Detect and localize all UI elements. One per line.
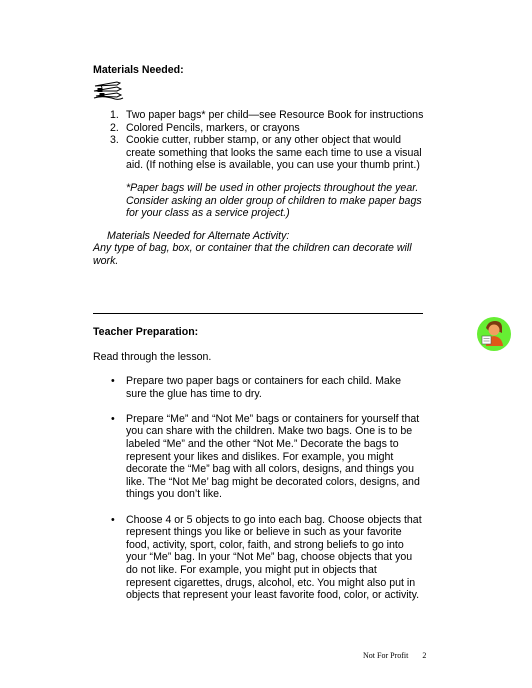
list-item-text: Prepare “Me” and “Not Me” bags or containers for yourself that you can share with the children. Make two bags. One is to be labeled “Me” and the other “Not Me.” Decorate the bags to represent your likes and dislikes. For example, you might decorate the “Me” bag with all colors, designs, and things you like. The “Not Me’ bag might be decorated colors, designs, and things you don’t like.: [126, 412, 420, 501]
list-item-text: Prepare two paper bags or containers for each child. Make sure the glue has time to dry.: [126, 375, 401, 400]
bullet-icon: •: [111, 412, 115, 425]
bullet-icon: •: [111, 513, 115, 526]
list-item-text: Choose 4 or 5 objects to go into each bag. Choose objects that represent things you like or believe in such as your favorite food, activity, sport, color, faith, and strong beliefs to go into your “Me” bag. In your “Not Me” bag, choose objects that you do not like. For example, you might put in objects that represent cigarettes, drugs, alcohol, etc. You might also put in objects that represent your least favorite food, color, or activity.: [126, 513, 422, 602]
footer-text: Not For Profit: [363, 651, 409, 660]
page-number: 2: [422, 651, 427, 660]
list-item: [110, 413, 422, 501]
paper-bag-note: *Paper bags will be used in other projects throughout the year. Consider asking an older group of children to make paper bags for your class as a service project.): [126, 182, 422, 220]
teacher-prep-list: [110, 375, 422, 614]
page-footer: [363, 650, 426, 663]
list-item: [110, 375, 422, 400]
teacher-icon: [476, 316, 512, 352]
materials-list: [110, 109, 430, 172]
bullet-icon: •: [111, 375, 115, 387]
alternate-activity-title: Materials Needed for Alternate Activity:: [107, 230, 290, 242]
alternate-activity-body: Any type of bag, box, or container that the children can decorate will work.: [93, 242, 412, 267]
list-item-text: Cookie cutter, rubber stamp, or any other object that would create something that looks the same each time to use a visual aid. (If nothing else is available, you can use your thumb print.): [126, 134, 422, 172]
materials-title: Materials Needed:: [93, 64, 184, 76]
list-item-text: Two paper bags* per child—see Resource Book for instructions: [126, 109, 424, 121]
list-number: 3.: [110, 134, 119, 147]
crayons-icon: [93, 80, 125, 100]
teacher-prep-title: Teacher Preparation:: [93, 326, 199, 338]
list-item: [110, 514, 422, 602]
list-item: [110, 109, 430, 122]
list-number: 2.: [110, 121, 119, 134]
list-item: [110, 122, 430, 135]
list-number: 1.: [110, 109, 119, 121]
list-item: [110, 134, 430, 172]
teacher-prep-intro: Read through the lesson.: [93, 351, 212, 363]
list-item-text: Colored Pencils, markers, or crayons: [126, 121, 300, 134]
section-divider: [93, 313, 423, 314]
